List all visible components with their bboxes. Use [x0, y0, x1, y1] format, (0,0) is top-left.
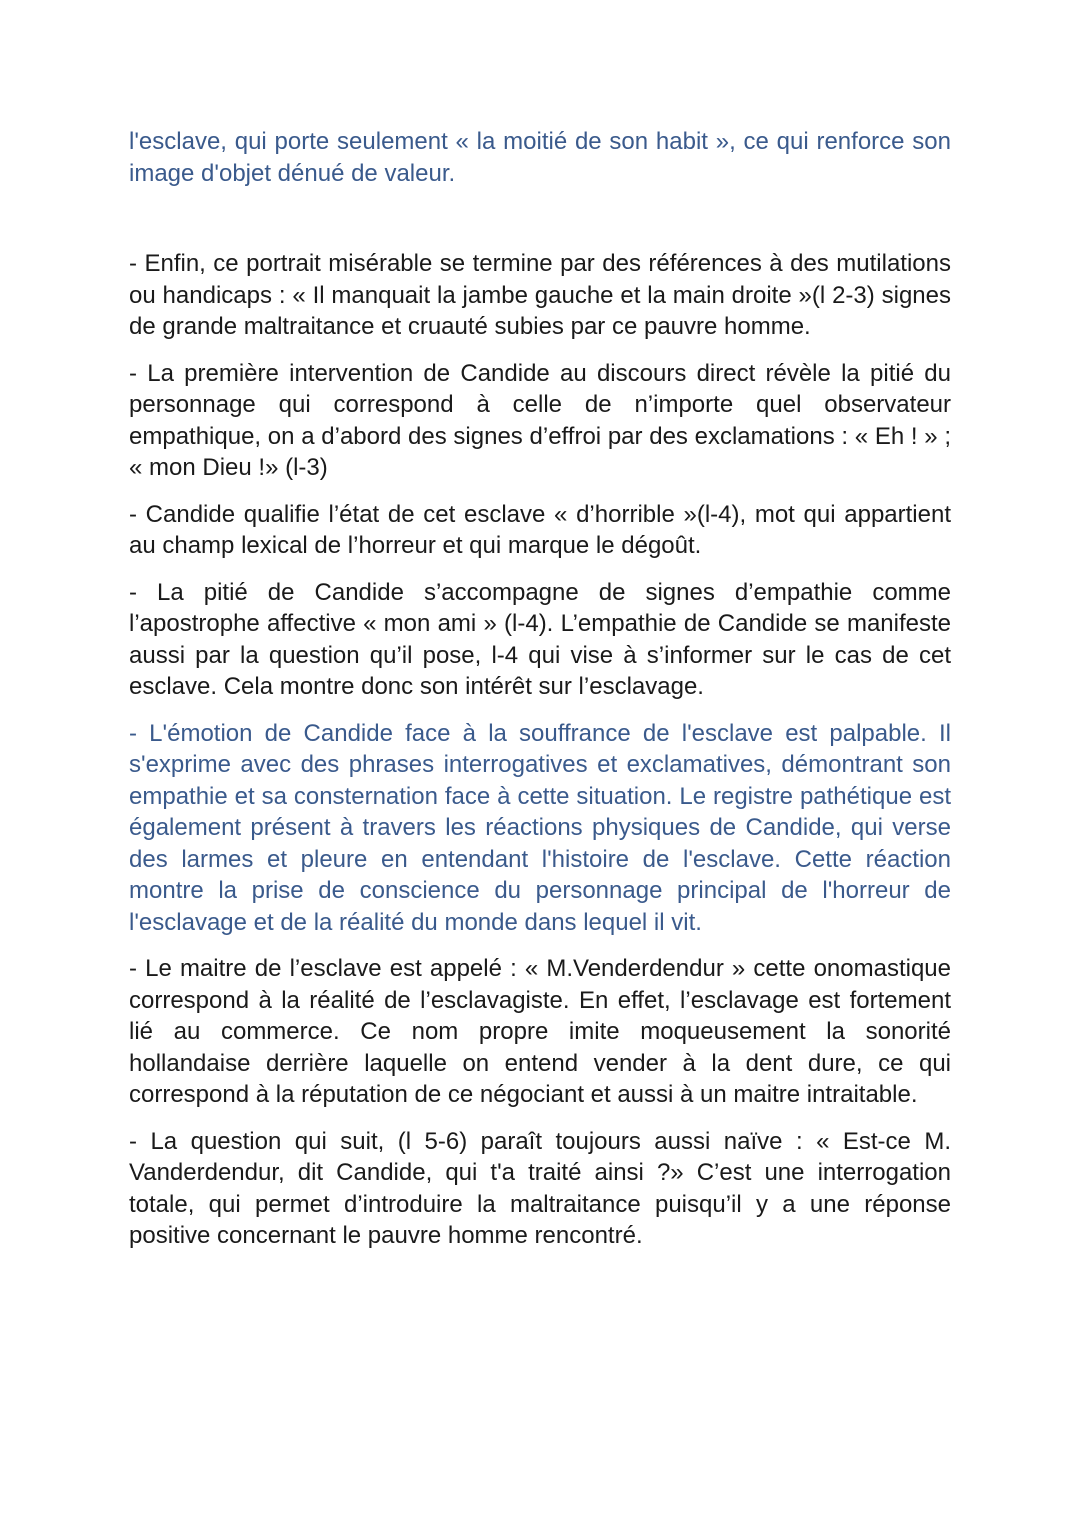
- paragraph-slave-habit: l'esclave, qui porte seulement « la moitié de son habit », ce qui renforce son image d'objet dénué de valeur.: [129, 128, 951, 187]
- document-body: [129, 126, 951, 1252]
- paragraph-master-name: - Le maitre de l’esclave est appelé : « M.Venderdendur » cette onomastique correspond à la réalité de l’esclavagiste. En effet, l’esclavage est fortement lié au commerce. Ce nom propre imite moqueusement la sonorité hollandaise derrière laquelle on entend vender à la dent dure, ce qui correspond à la réputation de ce négociant et aussi à un maitre intraitable.: [129, 955, 951, 1108]
- paragraph-first-intervention: - La première intervention de Candide au discours direct révèle la pitié du personnage qui correspond à celle de n’importe quel observateur empathique, on a d’abord des signes d’effroi par des exclamations : « Eh ! » ; « mon Dieu !» (l-3): [129, 359, 951, 481]
- paragraph-emotion: - L'émotion de Candide face à la souffrance de l'esclave est palpable. Il s'exprime avec des phrases interrogatives et exclamatives, démontrant son empathie et sa consternation face à cette situation. Le registre pathétique est également présent à travers les réactions physiques de Candide, qui verse des larmes et pleure en entendant l'histoire de l'esclave. Cette réaction montre la prise de conscience du personnage principal de l'horreur de l'esclavage et de la réalité du monde dans lequel il vit.: [129, 719, 951, 936]
- paragraph-empathy: - La pitié de Candide s’accompagne de signes d’empathie comme l’apostrophe affective « mon ami » (l-4). L’empathie de Candide se manifeste aussi par la question qu’il pose, l-4 qui vise à s’informer sur le cas de cet esclave. Cela montre donc son intérêt sur l’esclavage.: [129, 578, 951, 700]
- paragraph-mutilations: - Enfin, ce portrait misérable se termine par des références à des mutilations ou handicaps : « Il manquait la jambe gauche et la main droite »(l 2-3) signes de grande maltraitance et cruauté subies par ce pauvre homme.: [129, 250, 951, 340]
- paragraph-horrible: - Candide qualifie l’état de cet esclave « d’horrible »(l-4), mot qui appartient au champ lexical de l’horreur et qui marque le dégoût.: [129, 500, 951, 559]
- paragraph-question: - La question qui suit, (l 5-6) paraît toujours aussi naïve : « Est-ce M. Vanderdendur, dit Candide, qui t'a traité ainsi ?» C’est une interrogation totale, qui permet d’introduire la maltraitance puisqu’il y a une réponse positive concernant le pauvre homme rencontré.: [129, 1127, 951, 1249]
